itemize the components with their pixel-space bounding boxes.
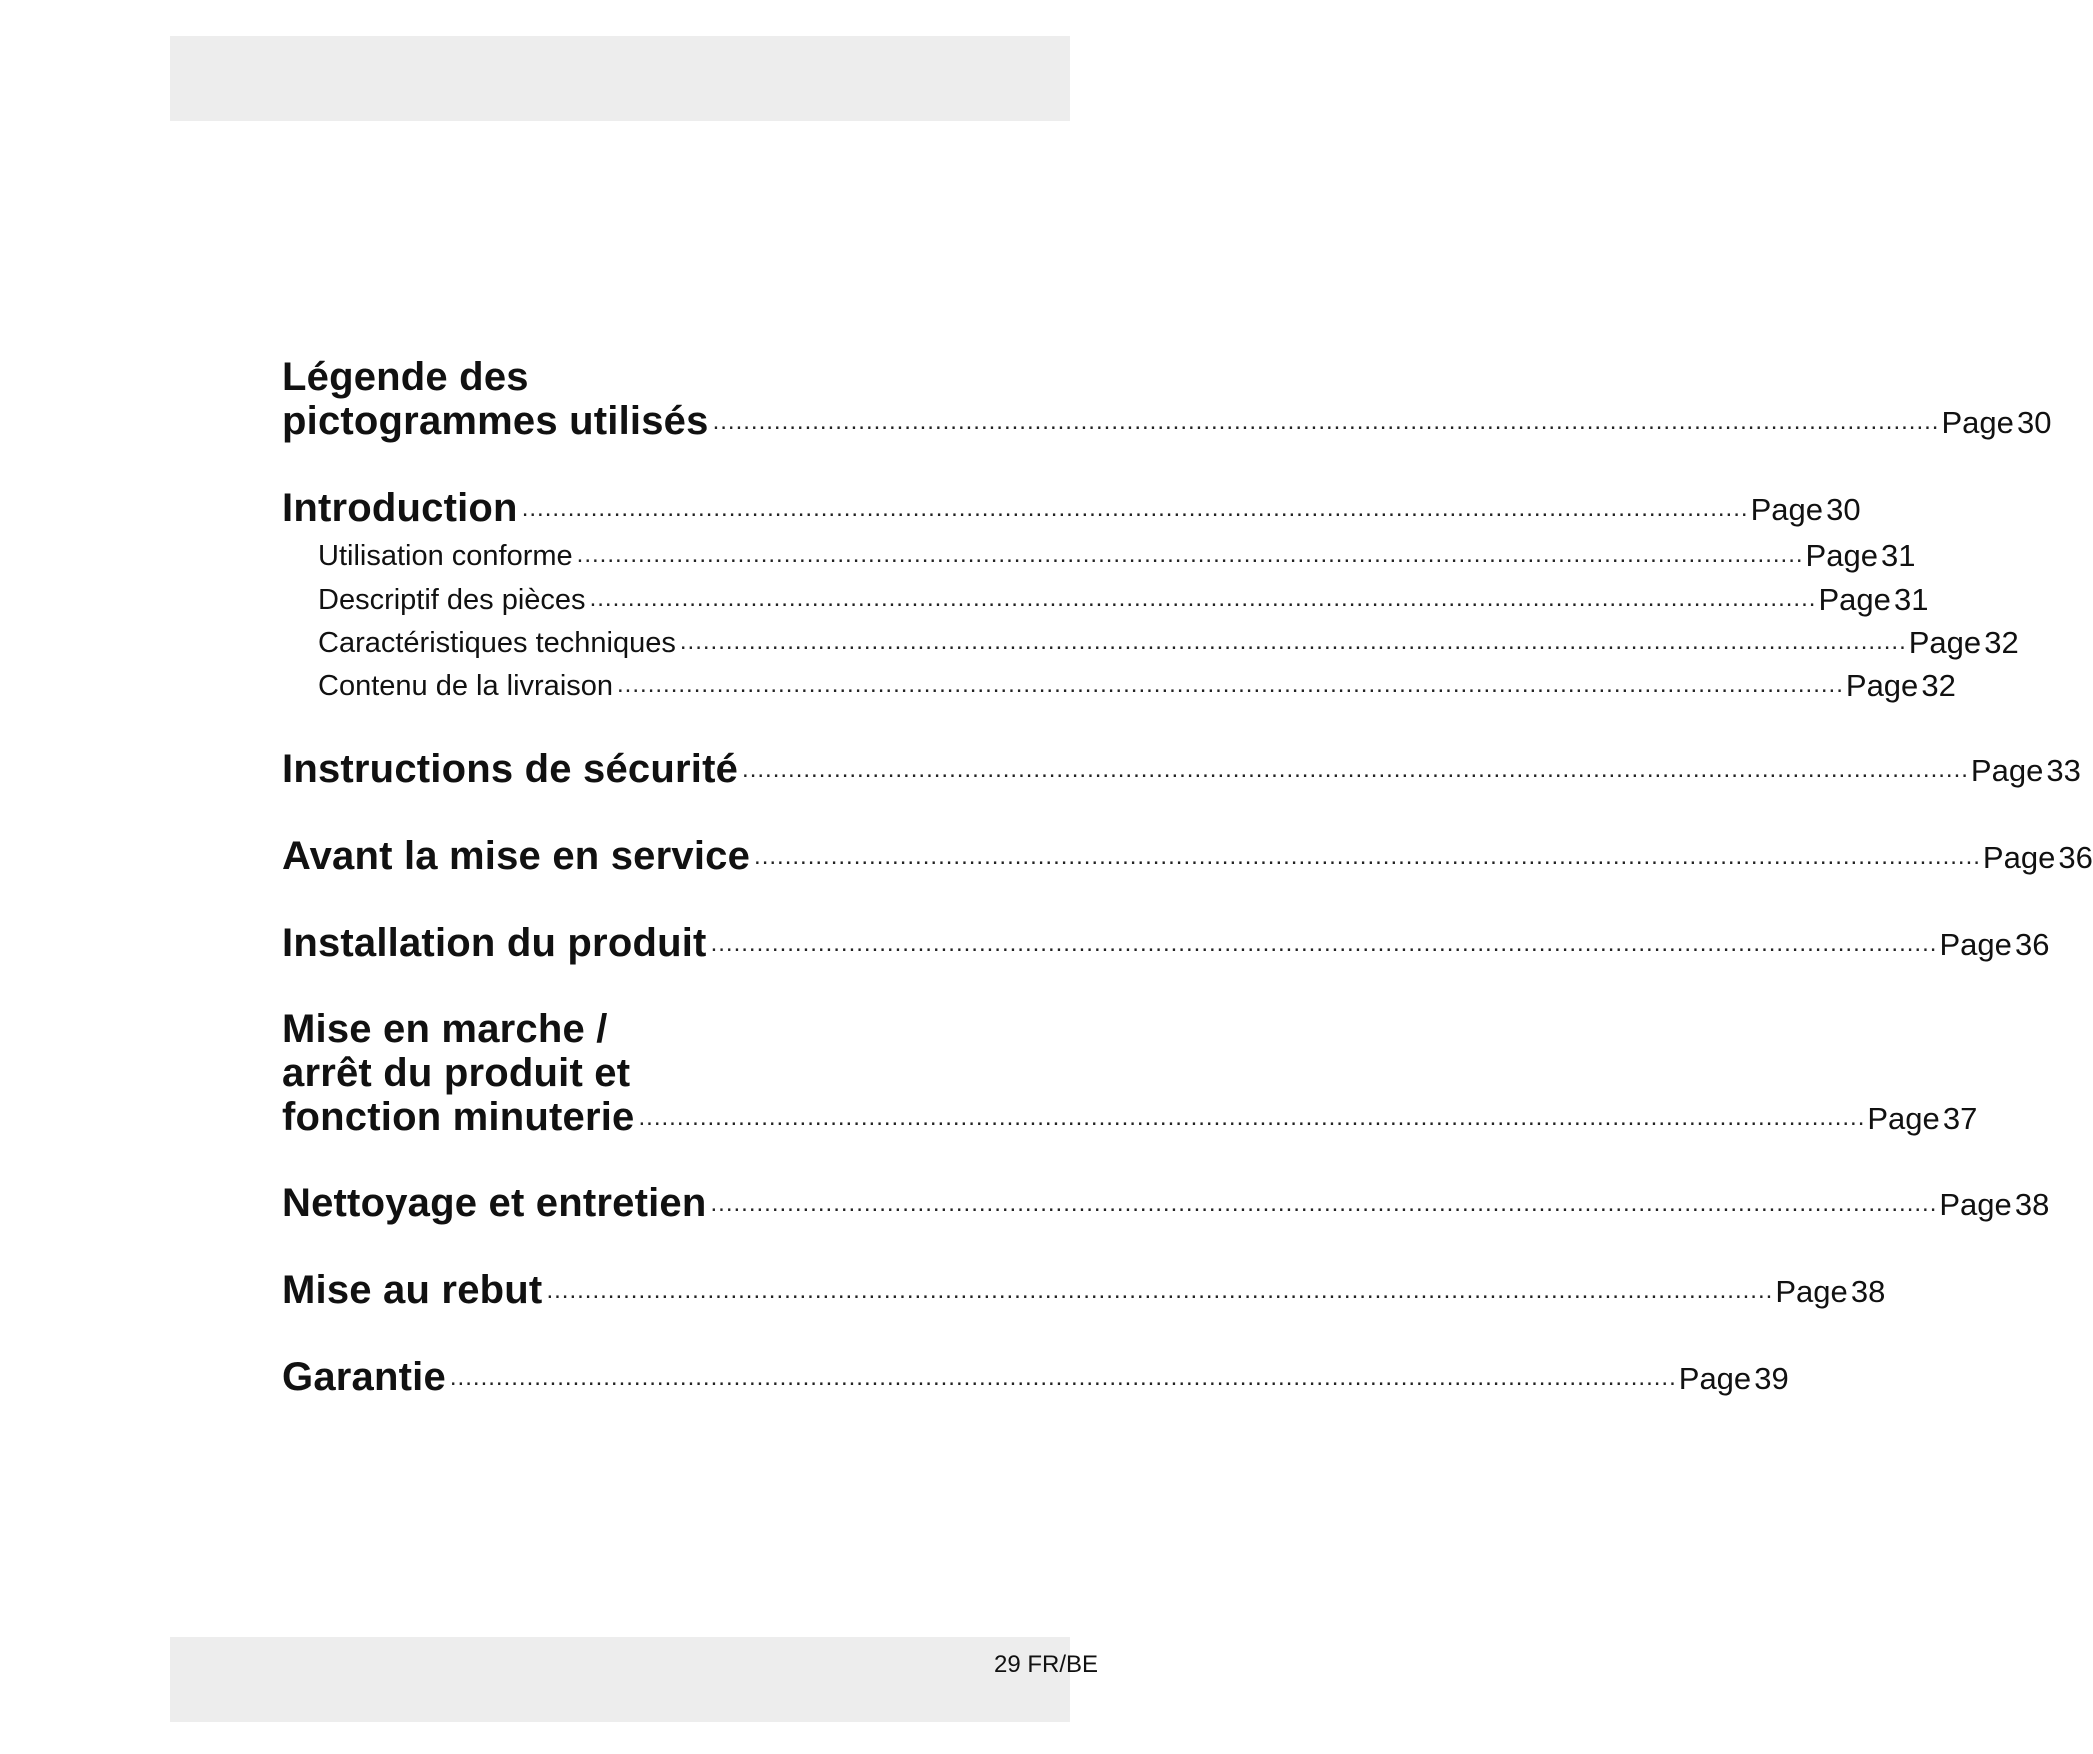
toc-entry-descriptif-des-pieces[interactable] <box>282 580 1929 620</box>
page-reference <box>1679 1359 1789 1399</box>
page-number-value: 38 <box>1850 1274 1886 1309</box>
page-reference <box>1941 403 2051 443</box>
toc-entry-title: Descriptif des pièces <box>318 584 586 616</box>
header-band <box>170 36 1070 121</box>
page-reference <box>1846 666 1956 706</box>
page-word: Page <box>1941 405 2014 440</box>
toc-entry-installation-du-produit[interactable] <box>282 921 2050 965</box>
page-reference <box>1751 490 1861 530</box>
toc-entry-nettoyage-et-entretien[interactable] <box>282 1181 2050 1225</box>
page-reference <box>1818 580 1928 620</box>
toc-entry-caracteristiques-techniques[interactable] <box>282 623 2019 663</box>
page-reference <box>1806 536 1916 576</box>
page-reference <box>1939 925 2049 965</box>
page-number-value: 39 <box>1754 1361 1789 1396</box>
toc-entry-mise-en-marche[interactable] <box>282 1007 1978 1139</box>
toc-entry-legende[interactable] <box>282 355 2052 443</box>
page-word: Page <box>1908 625 1982 660</box>
dot-leader <box>713 407 1940 437</box>
page-number-value: 31 <box>1881 538 1916 573</box>
toc-entry-title: Avant la mise en service <box>282 834 751 878</box>
toc-entry-title-line: pictogrammes utilisés <box>282 399 709 443</box>
page-word: Page <box>1805 538 1878 573</box>
toc-entry-title: Contenu de la livraison <box>318 670 614 702</box>
toc-entry-title: Instructions de sécurité <box>282 747 739 791</box>
dot-leader <box>711 929 1938 959</box>
toc-entry-title-line: Mise en marche / <box>282 1007 608 1051</box>
page-reference <box>1867 1099 1977 1139</box>
page-word: Page <box>1750 492 1823 527</box>
toc-entry-title: Garantie <box>282 1355 446 1399</box>
toc-entry-utilisation-conforme[interactable] <box>282 536 1916 576</box>
toc-entry-title: Installation du produit <box>282 921 707 965</box>
dot-leader <box>617 670 1844 700</box>
page-number-value: 38 <box>2014 1187 2050 1222</box>
page-word: Page <box>1818 582 1891 617</box>
toc-entry-mise-au-rebut[interactable] <box>282 1268 1886 1312</box>
page-number-value: 33 <box>2046 753 2081 788</box>
toc-entry-garantie[interactable] <box>282 1355 1789 1399</box>
page-reference <box>1971 751 2081 791</box>
dot-leader <box>680 627 1907 657</box>
dot-leader <box>742 755 1969 785</box>
dot-leader <box>590 584 1817 614</box>
page-word: Page <box>1845 668 1919 703</box>
toc-entry-contenu-de-la-livraison[interactable] <box>282 666 1956 706</box>
toc-entry-title <box>282 355 709 443</box>
toc-entry-avant-la-mise-en-service[interactable] <box>282 834 2093 878</box>
toc-entry-title <box>282 1007 635 1139</box>
dot-leader <box>522 494 1749 524</box>
toc-entry-title: Mise au rebut <box>282 1268 543 1312</box>
page-word: Page <box>1678 1361 1752 1396</box>
dot-leader <box>577 540 1804 570</box>
toc-entry-title-line: fonction minuterie <box>282 1095 635 1139</box>
page-word: Page <box>1939 1187 2012 1222</box>
page-reference <box>1983 838 2093 878</box>
toc-entry-title: Caractéristiques techniques <box>318 627 676 659</box>
page-number-value: 30 <box>2016 405 2052 440</box>
dot-leader <box>546 1276 1773 1306</box>
page-number-value: 36 <box>2058 840 2093 875</box>
page-word: Page <box>1982 840 2056 875</box>
toc-entry-introduction[interactable] <box>282 486 1861 530</box>
toc-entry-title: Nettoyage et entretien <box>282 1181 707 1225</box>
toc-entry-instructions-de-securite[interactable] <box>282 747 2081 791</box>
toc-entry-title-line: Légende des <box>282 355 529 399</box>
toc-entry-title-line: arrêt du produit et <box>282 1051 631 1095</box>
toc-entry-title: Introduction <box>282 486 518 530</box>
page-word: Page <box>1867 1101 1940 1136</box>
page-number-value: 36 <box>2014 927 2050 962</box>
page-reference <box>1939 1185 2049 1225</box>
toc-entry-title: Utilisation conforme <box>318 540 573 572</box>
dot-leader <box>639 1103 1866 1133</box>
page-word: Page <box>1939 927 2012 962</box>
page-number-value: 31 <box>1893 582 1929 617</box>
page-number-value: 30 <box>1826 492 1861 527</box>
dot-leader <box>450 1363 1677 1393</box>
dot-leader <box>754 842 1981 872</box>
page-word: Page <box>1775 1274 1848 1309</box>
page-number-value: 32 <box>1921 668 1956 703</box>
page-word: Page <box>1970 753 2044 788</box>
footer-band <box>170 1637 1099 1722</box>
page-number-value: 32 <box>1984 625 2019 660</box>
page-number-value: 37 <box>1942 1101 1978 1136</box>
footer-page-label: 29 FR/BE <box>994 1651 1099 1678</box>
dot-leader <box>711 1189 1938 1219</box>
page-reference <box>1775 1272 1885 1312</box>
page-reference <box>1909 623 2019 663</box>
